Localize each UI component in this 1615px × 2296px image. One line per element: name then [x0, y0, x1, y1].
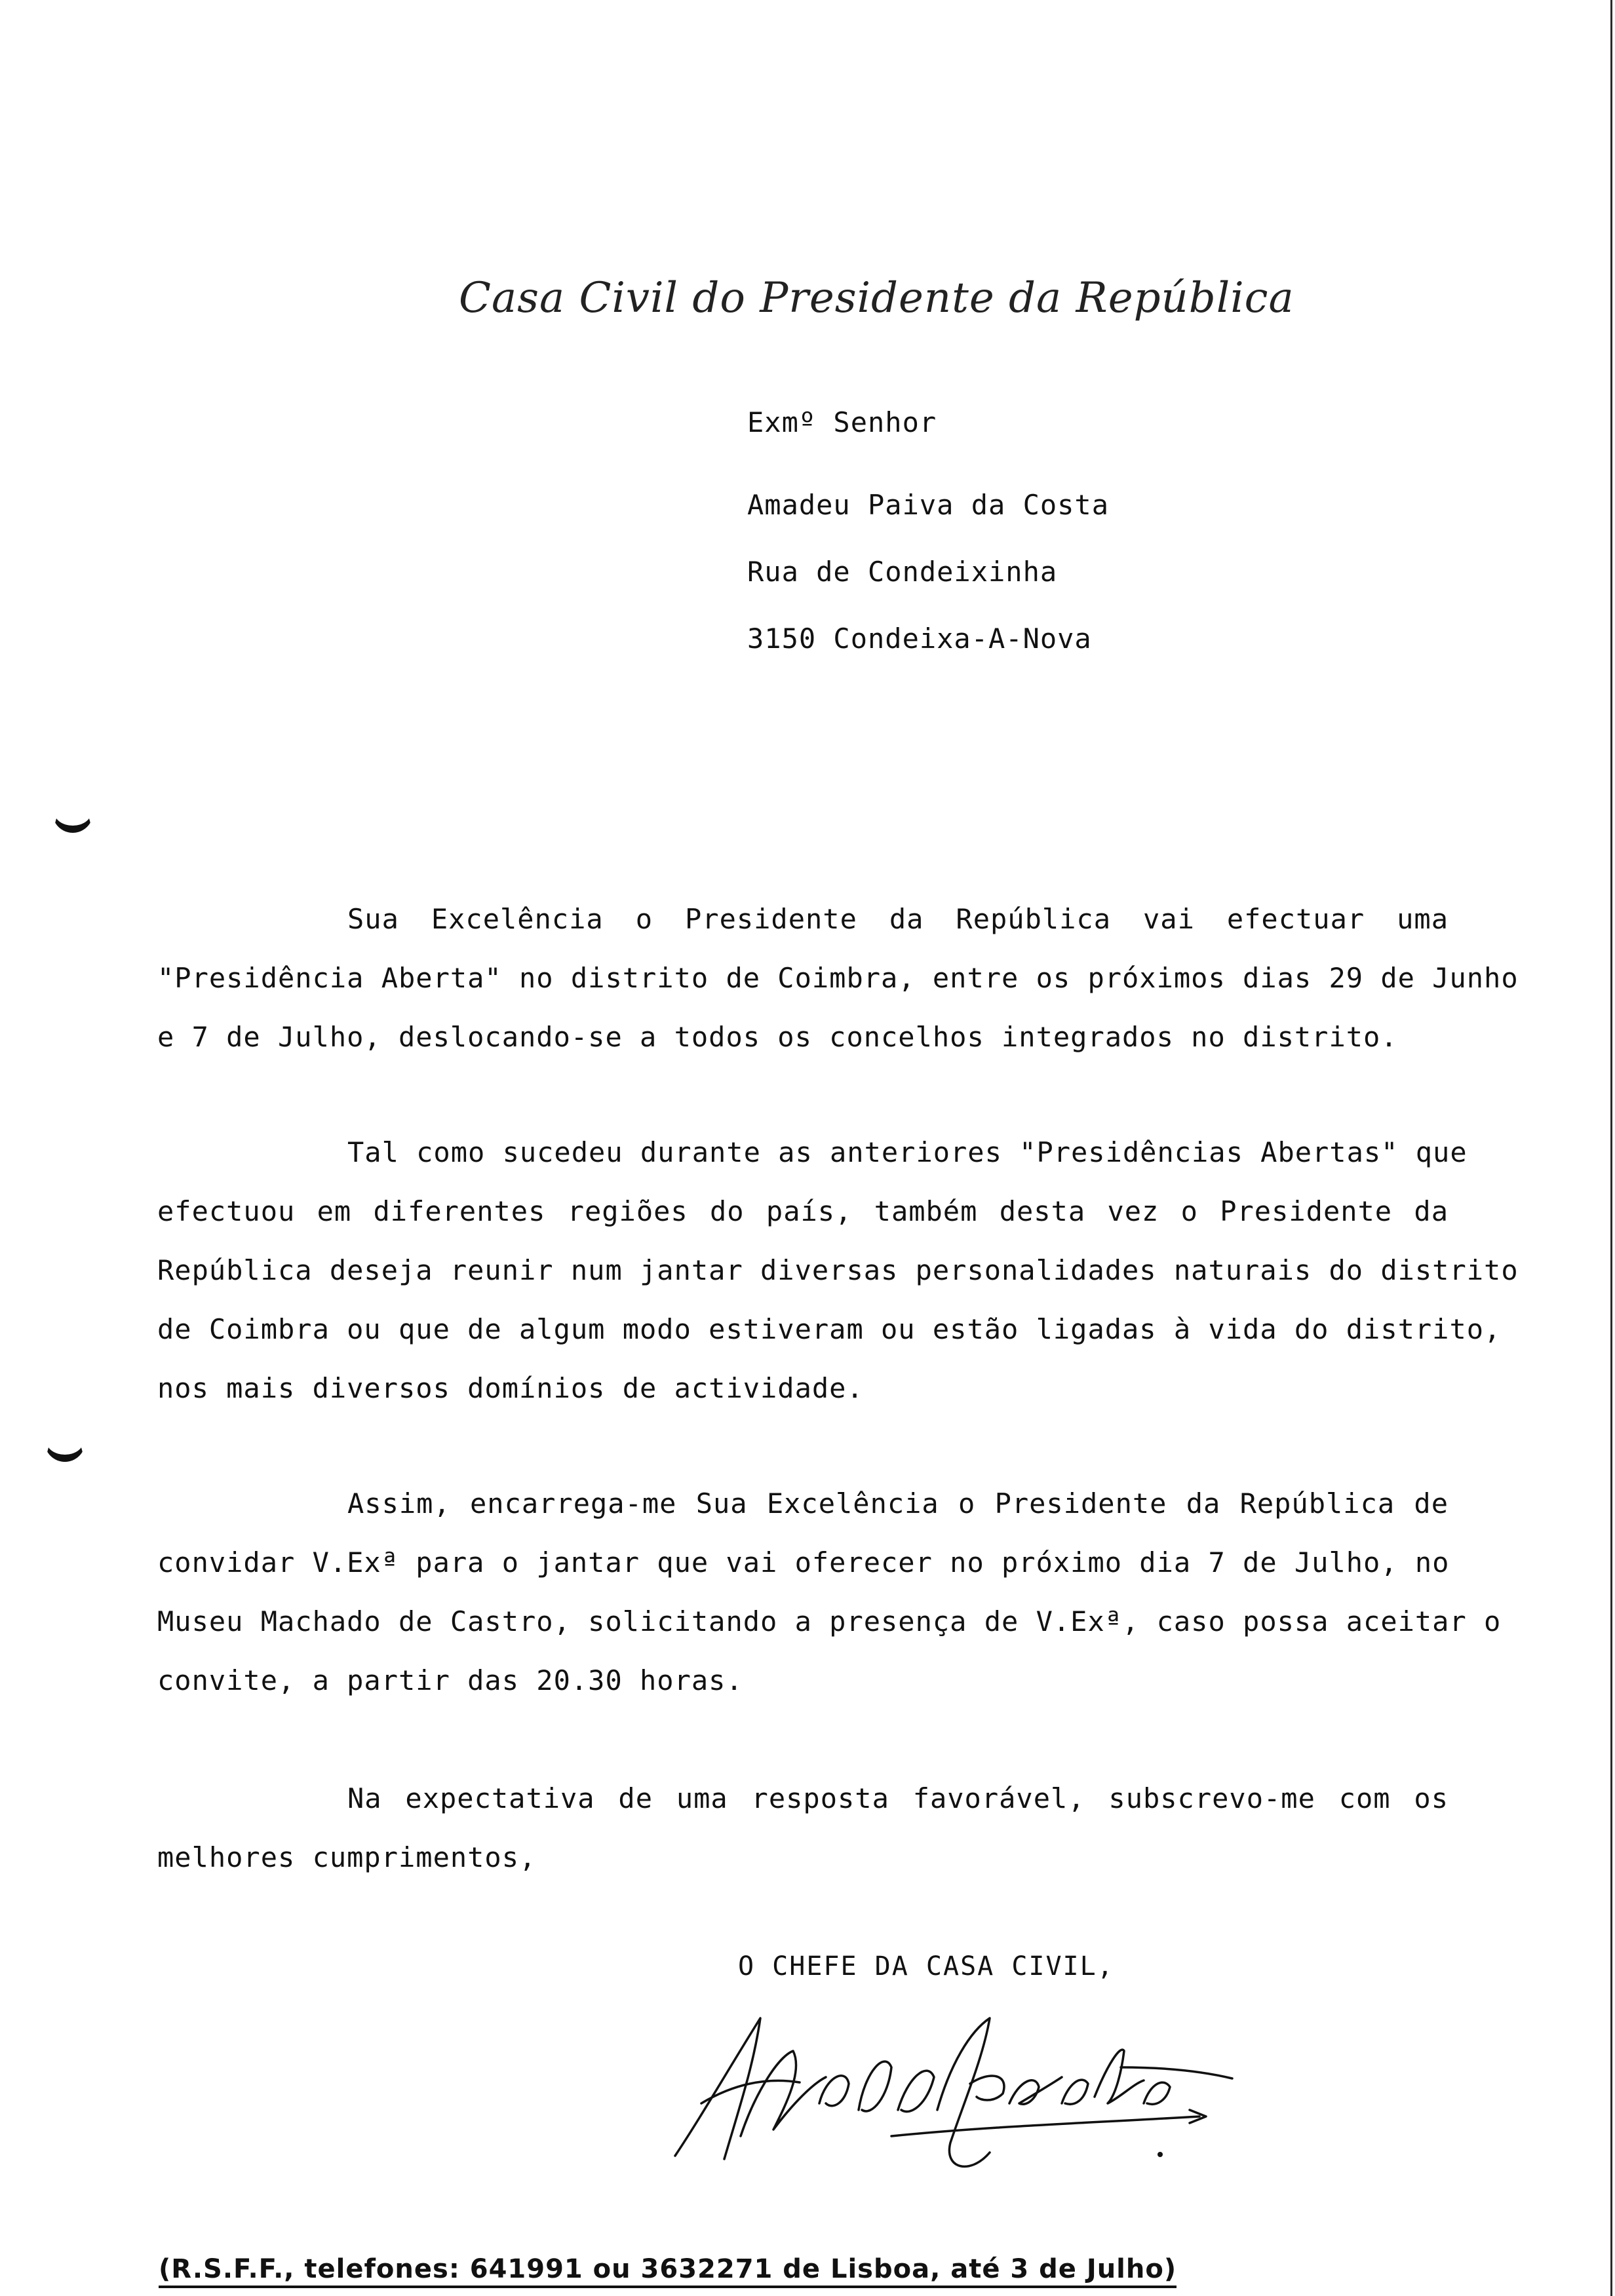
addressee-city: 3150 Condeixa-A-Nova [747, 622, 1092, 655]
paragraph-line: convidar V.Exª para o jantar que vai oferecer no próximo dia 7 de Julho, no [157, 1546, 1450, 1578]
addressee-street: Rua de Condeixinha [747, 556, 1058, 588]
addressee-name: Amadeu Paiva da Costa [747, 489, 1110, 521]
paragraph-line: melhores cumprimentos, [157, 1841, 537, 1873]
letterhead: Casa Civil do Presidente da República [459, 274, 1294, 322]
paragraph-line: efectuou em diferentes regiões do país, também desta vez o Presidente da [157, 1195, 1449, 1227]
punch-hole-bottom [45, 1427, 85, 1462]
page-edge-line [1610, 0, 1612, 2296]
paragraph-line: Na expectativa de uma resposta favorável, subscrevo-me com os [347, 1782, 1449, 1814]
punch-hole-top [52, 798, 93, 833]
handwritten-signature [662, 2005, 1252, 2175]
paragraph-line: Assim, encarrega-me Sua Excelência o Presidente da República de [347, 1487, 1449, 1520]
paragraph-line: de Coimbra ou que de algum modo estiveram ou estão ligadas à vida do distrito, [157, 1313, 1502, 1345]
salutation: Exmº Senhor [747, 406, 937, 438]
footer-note: (R.S.F.F., telefones: 641991 ou 3632271 de Lisboa, até 3 de Julho) [159, 2254, 1177, 2288]
paragraph-line: Museu Machado de Castro, solicitando a presença de V.Exª, caso possa aceitar o [157, 1605, 1502, 1637]
paragraph-line: e 7 de Julho, deslocando-se a todos os concelhos integrados no distrito. [157, 1021, 1398, 1053]
paragraph-line: "Presidência Aberta" no distrito de Coimbra, entre os próximos dias 29 de Junho [157, 962, 1519, 994]
paragraph-line: Tal como sucedeu durante as anteriores "Presidências Abertas" que [347, 1136, 1468, 1168]
closing-title: O CHEFE DA CASA CIVIL, [738, 1951, 1114, 1981]
paragraph-line: República deseja reunir num jantar diversas personalidades naturais do distrito [157, 1254, 1519, 1286]
paragraph-line: convite, a partir das 20.30 horas. [157, 1664, 743, 1696]
paragraph-line: Sua Excelência o Presidente da República vai efectuar uma [347, 903, 1449, 935]
paragraph-line: nos mais diversos domínios de actividade. [157, 1372, 864, 1404]
